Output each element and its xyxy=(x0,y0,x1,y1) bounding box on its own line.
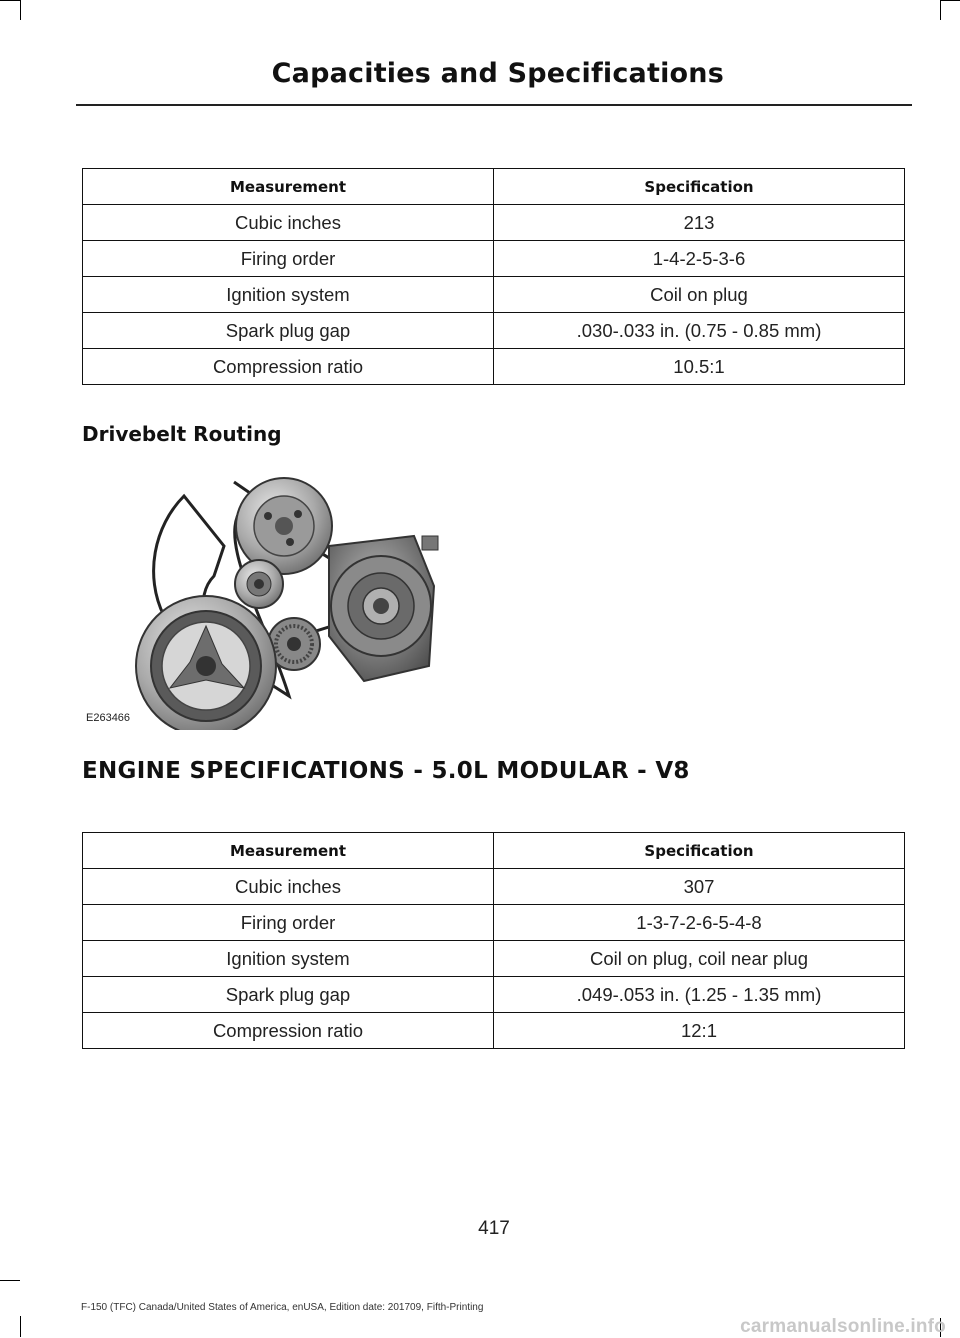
table-cell: Spark plug gap xyxy=(83,977,494,1013)
table-cell: Cubic inches xyxy=(83,869,494,905)
column-header: Specification xyxy=(494,169,905,205)
table-cell: Coil on plug, coil near plug xyxy=(494,941,905,977)
table-row xyxy=(83,977,905,1013)
section-heading-engine-specs: ENGINE SPECIFICATIONS - 5.0L MODULAR - V8 xyxy=(82,758,690,784)
table-cell: Firing order xyxy=(83,241,494,277)
watermark-text: carmanualsonline.info xyxy=(740,1316,946,1337)
column-header: Measurement xyxy=(83,169,494,205)
crop-mark xyxy=(0,0,20,1)
column-header: Measurement xyxy=(83,833,494,869)
drivebelt-routing-illustration xyxy=(84,466,444,730)
crop-mark xyxy=(940,0,960,1)
table-cell: Coil on plug xyxy=(494,277,905,313)
table-row xyxy=(83,241,905,277)
spec-table-2 xyxy=(82,832,905,1049)
page-title: Capacities and Specifications xyxy=(271,58,724,89)
edition-footer: F-150 (TFC) Canada/United States of America, enUSA, Edition date: 201709, Fifth-Printing xyxy=(81,1302,484,1313)
alternator xyxy=(329,536,438,681)
page-number: 417 xyxy=(478,1218,510,1239)
table-cell: Spark plug gap xyxy=(83,313,494,349)
table-cell: 307 xyxy=(494,869,905,905)
table-row xyxy=(83,941,905,977)
table-cell: .049-.053 in. (1.25 - 1.35 mm) xyxy=(494,977,905,1013)
table-cell: Cubic inches xyxy=(83,205,494,241)
table-cell: Ignition system xyxy=(83,941,494,977)
table-cell: Firing order xyxy=(83,905,494,941)
title-rule xyxy=(76,104,912,106)
table-cell: 1-3-7-2-6-5-4-8 xyxy=(494,905,905,941)
table-header-row xyxy=(83,169,905,205)
section-heading-drivebelt: Drivebelt Routing xyxy=(82,422,282,446)
table-row xyxy=(83,277,905,313)
table-cell: Ignition system xyxy=(83,277,494,313)
spec-table-1 xyxy=(82,168,905,385)
crop-mark xyxy=(20,0,21,20)
column-header: Specification xyxy=(494,833,905,869)
table-cell: 12:1 xyxy=(494,1013,905,1049)
table-row xyxy=(83,869,905,905)
table-row xyxy=(83,205,905,241)
table-cell: 213 xyxy=(494,205,905,241)
table-cell: .030-.033 in. (0.75 - 0.85 mm) xyxy=(494,313,905,349)
table-cell: 10.5:1 xyxy=(494,349,905,385)
table-cell: 1-4-2-5-3-6 xyxy=(494,241,905,277)
table-cell: Compression ratio xyxy=(83,1013,494,1049)
table-row xyxy=(83,1013,905,1049)
crop-mark xyxy=(940,0,941,20)
crop-mark xyxy=(20,1316,21,1337)
table-header-row xyxy=(83,833,905,869)
table-cell: Compression ratio xyxy=(83,349,494,385)
table-row xyxy=(83,313,905,349)
figure-code: E263466 xyxy=(86,712,131,724)
crop-mark xyxy=(0,1280,20,1281)
table-row xyxy=(83,905,905,941)
table-row xyxy=(83,349,905,385)
